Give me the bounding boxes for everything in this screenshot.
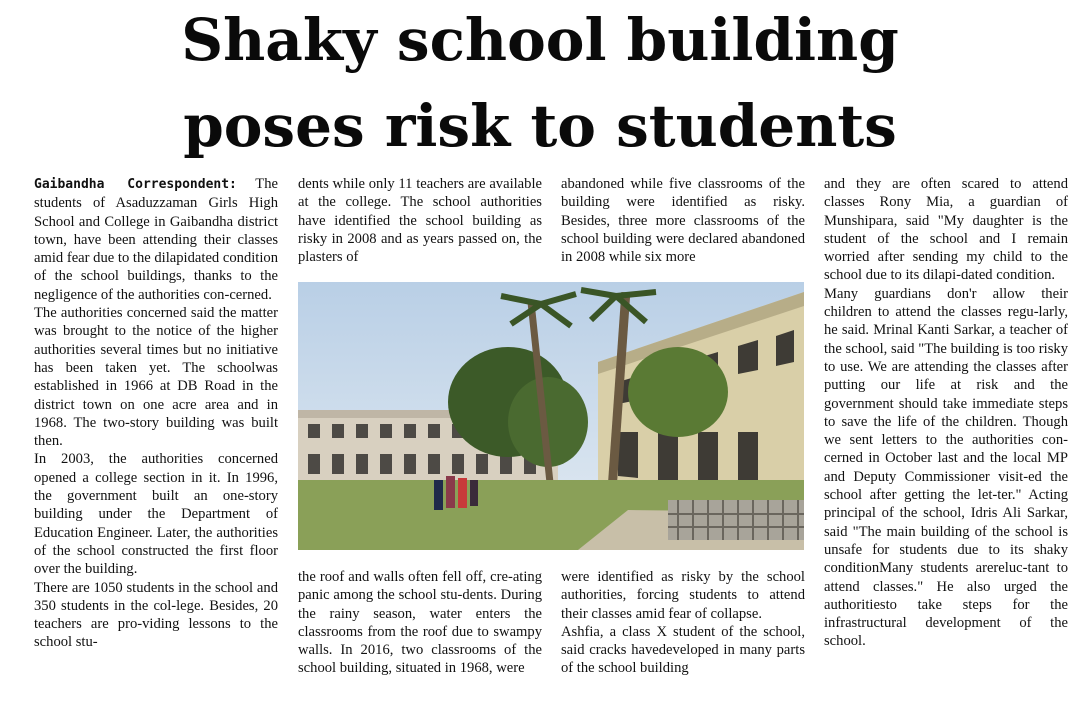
paragraph: There are 1050 students in the school and 350 students in the col-lege. Besides, 20 teachers are pro-viding lessons to the school stu- (34, 579, 278, 651)
headline-line-1: Shaky school building (181, 6, 899, 74)
paragraph: In 2003, the authorities concerned opened a college section in it. In 1996, the government built an one-story building under the Department of Education Engineer. Later, the authorities of the school constructed the first floor over the building. (34, 451, 278, 578)
article-column-2-bottom (298, 568, 542, 678)
paragraph: were identified as risky by the school authorities, forcing students to attend their classes amid fear of collapse. (561, 569, 805, 622)
headline-line-2: poses risk to students (183, 92, 897, 160)
paragraph: abandoned while five classrooms of the building were identified as risky. Besides, three more classrooms of the school building were declared abandoned in 2008 while six more (561, 176, 805, 266)
article-column-3-top (561, 175, 805, 266)
paragraph: Ashfia, a class X student of the school, said cracks havedeveloped in many parts of the school building (561, 623, 805, 677)
byline: Gaibandha Correspondent: (34, 177, 237, 192)
school-building-photo (298, 282, 804, 550)
paragraph: dents while only 11 teachers are available at the college. The school authorities have identified the school building as risky in 2008 and as years passed on, the plasters of (298, 176, 542, 266)
article-column-3-bottom (561, 568, 805, 678)
paragraph: The authorities concerned said the matter was brought to the notice of the higher authorities several times but no initiative has been taken yet. The schoolwas established in 1966 at DB Road in the district town on one acre area and in 1968. The two-story building was built then. (34, 305, 278, 450)
brick-wall (668, 500, 804, 540)
article-column-4 (824, 175, 1068, 651)
paragraph: and they are often scared to attend classes Rony Mia, a guardian of Munshipara, said "My daughter is the student of the school and I remain worried after sending my child to the school due to its dilapi-dated condition. (824, 176, 1068, 284)
paragraph (34, 175, 278, 304)
article-column-2-top (298, 175, 542, 266)
paragraph: Many guardians don'r allow their children to attend the classes regu-larly, he said. Mrinal Kanti Sarkar, a teacher of the school, said "The building is too risky to use. We are attending the classes after putting our life at risk and the government should take immediate steps to save the life of the children. Though we sent letters to the authorities con-cerned in October last and the local MP and Deputy Commissioner visit-ed the school after getting the let-ter." Acting principal of the school, Idris Ali Sarkar, said "The main building of the school is unsafe for students due to its shaky conditionMany students arereluc-tant to attend classes." He also urged the authoritiesto take steps for the infrastructural development of the school. (824, 285, 1068, 650)
paragraph-text: The students of Asaduzzaman Girls High School and College in Gaibandha district town, have been attending their classes amid fear due to the dilapidated condition of the school buildings, thanks to the negligence of the authorities con-cerned. (34, 176, 278, 303)
article-column-1 (34, 175, 278, 652)
paragraph: the roof and walls often fell off, cre-ating panic among the school stu-dents. During the rainy season, water enters the classrooms from the roof due to swampy walls. In 2016, two classrooms of the school building, situated in 1968, were (298, 569, 542, 677)
